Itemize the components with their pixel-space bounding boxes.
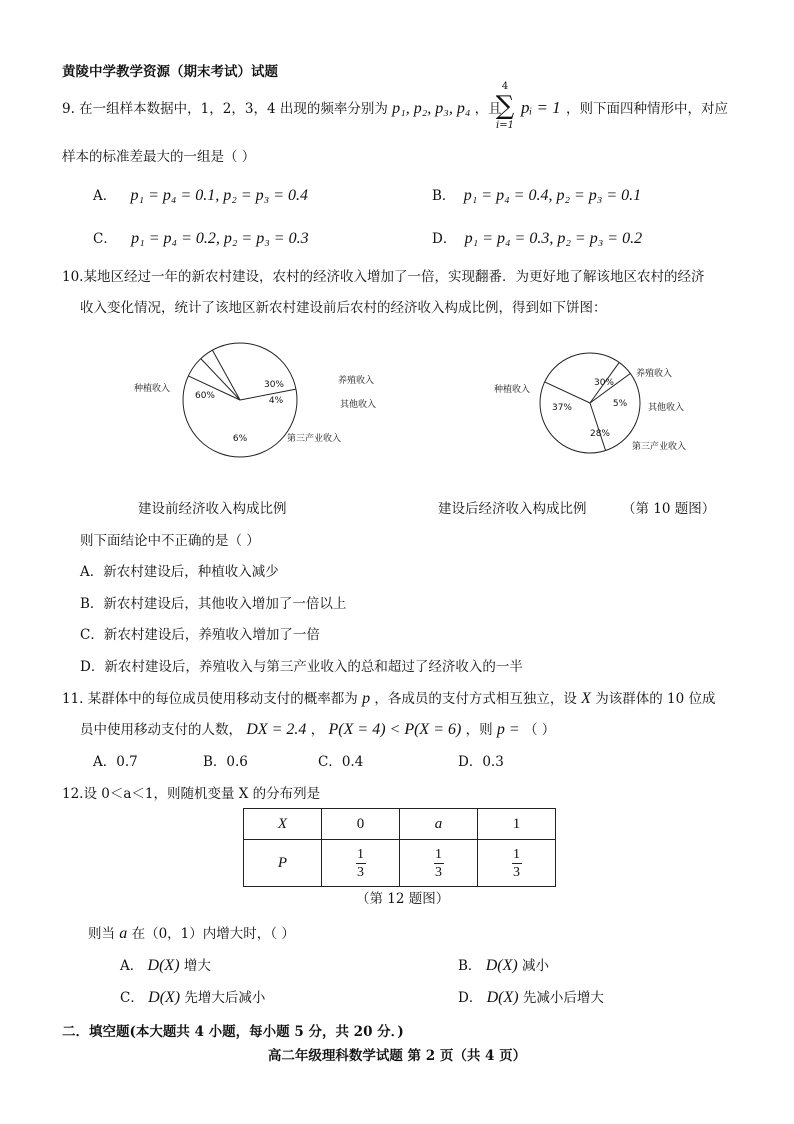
q11-dx: DX = 2.4	[246, 721, 307, 738]
figure-note-q10: （第 10 题图）	[622, 501, 716, 517]
q11-stem-line2: 员中使用移动支付的人数， DX = 2.4 ， P(X = 4) < P(X = 6) ，则 p = （ ）	[80, 721, 556, 738]
q9-stem-c: ，则下面四种情形中，对应	[566, 101, 728, 117]
pie-value-label: 30%	[263, 380, 285, 390]
pie-value-label: 28%	[589, 429, 611, 439]
header-title: 黄陵中学教学资源（期末考试）试题	[62, 64, 278, 80]
table-row-x	[244, 809, 556, 840]
q12-stem: 12.设 0＜a＜1，则随机变量 X 的分布列是	[62, 786, 321, 802]
q12-question: 则当 a 在（0，1）内增大时，（ ）	[88, 925, 295, 942]
pie-chart-after	[480, 335, 720, 465]
q9-option-a[interactable]: A． p₁ = p₄ = 0.1, p₂ = p₃ = 0.4	[93, 187, 308, 204]
pie-category-label: 第三产业收入	[632, 442, 687, 452]
q11-x: X	[581, 690, 591, 707]
q11-p-eq: p =	[496, 721, 520, 738]
table-cell: $\frac{1}{3}$	[322, 840, 400, 887]
q11-inequality: P(X = 4) < P(X = 6)	[328, 721, 462, 738]
sigma-symbol: ∑	[495, 91, 515, 121]
q10-stem-line2: 收入变化情况，统计了该地区新农村建设前后农村的经济收入构成比例，得到如下饼图：	[80, 300, 607, 316]
q11-option-a[interactable]: A．0.7	[93, 754, 138, 770]
q10-option-d[interactable]: D．新农村建设后，养殖收入与第三产业收入的总和超过了经济收入的一半	[80, 659, 523, 675]
q9-stem-line1	[62, 100, 502, 118]
q10-option-a[interactable]: A．新农村建设后，种植收入减少	[80, 564, 279, 580]
sum-top: 4	[501, 81, 509, 92]
q12-option-b[interactable]: B． D(X) 减小	[458, 957, 549, 974]
table-cell: 0	[322, 809, 400, 840]
q11-p: p	[362, 690, 371, 707]
pie-chart-before	[130, 335, 377, 465]
pie-value-label: 30%	[593, 378, 615, 388]
pie-value-label: 60%	[194, 391, 216, 401]
table-cell: 1	[478, 809, 556, 840]
q9-stem-a: 9. 在一组样本数据中，1，2，3，4 出现的频率分别为	[62, 101, 388, 117]
pie-caption-after: 建设后经济收入构成比例	[438, 501, 587, 517]
q9-option-b[interactable]: B． p₁ = p₄ = 0.4, p₂ = p₃ = 0.1	[432, 187, 642, 204]
page-footer: 高二年级理科数学试题 第 2 页（共 4 页）	[267, 1048, 527, 1064]
pie-category-label: 其他收入	[340, 400, 377, 410]
q9-option-d[interactable]: D． p₁ = p₄ = 0.3, p₂ = p₃ = 0.2	[432, 230, 643, 247]
pie-category-label: 第三产业收入	[287, 434, 342, 444]
q9-option-c[interactable]: C． p₁ = p₄ = 0.2, p₂ = p₃ = 0.3	[93, 230, 309, 247]
table-cell: $\frac{1}{3}$	[478, 840, 556, 887]
pie-category-label: 种植收入	[493, 385, 530, 395]
sum-expr: pᵢ = 1	[521, 98, 561, 117]
q11-option-c[interactable]: C．0.4	[318, 754, 364, 770]
sum-bottom: i=1	[496, 120, 514, 131]
table-row-p	[244, 840, 556, 887]
pie-category-label: 种植收入	[133, 384, 170, 394]
q12-caption: （第 12 题图）	[356, 891, 450, 907]
section-2-title: 二．填空题(本大题共 4 小题，每小题 5 分，共 20 分．)	[62, 1024, 404, 1040]
pie-caption-before: 建设前经济收入构成比例	[138, 501, 287, 517]
q11-option-b[interactable]: B．0.6	[203, 754, 248, 770]
q10-stem-line1: 10.某地区经过一年的新农村建设，农村的经济收入增加了一倍，实现翻番．为更好地了解该地区农村的经济	[62, 269, 705, 285]
q9-stem-b: ，且	[474, 101, 502, 117]
pie-value-label: 5%	[612, 399, 628, 409]
pie-value-label: 37%	[551, 403, 573, 413]
q10-question: 则下面结论中不正确的是（ ）	[80, 533, 260, 549]
q10-option-c[interactable]: C．新农村建设后，养殖收入增加了一倍	[80, 627, 320, 643]
pie-value-label: 4%	[268, 396, 284, 406]
distribution-table	[243, 808, 556, 887]
q12-option-a[interactable]: A． D(X) 增大	[120, 957, 211, 974]
q11-stem-line1: 11. 某群体中的每位成员使用移动支付的概率都为 p ，各成员的支付方式相互独立，设 X 为该群体的 10 位成	[62, 690, 716, 707]
q12-option-d[interactable]: D． D(X) 先减小后增大	[458, 989, 604, 1006]
table-cell: X	[244, 809, 322, 840]
pie-category-label: 其他收入	[648, 403, 685, 413]
q11-option-d[interactable]: D．0.3	[458, 754, 504, 770]
table-cell: a	[400, 809, 478, 840]
pie-category-label: 养殖收入	[636, 369, 673, 379]
q10-option-b[interactable]: B．新农村建设后，其他收入增加了一倍以上	[80, 596, 347, 612]
pie-value-label: 6%	[232, 434, 248, 444]
table-cell: $\frac{1}{3}$	[400, 840, 478, 887]
table-cell: P	[244, 840, 322, 887]
q9-stem-line2: 样本的标准差最大的一组是（ ）	[62, 149, 256, 165]
q9-p-list: p₁, p₂, p₃, p₄	[392, 100, 471, 117]
pie-category-label: 养殖收入	[338, 376, 375, 386]
q12-option-c[interactable]: C． D(X) 先增大后减小	[120, 989, 266, 1006]
